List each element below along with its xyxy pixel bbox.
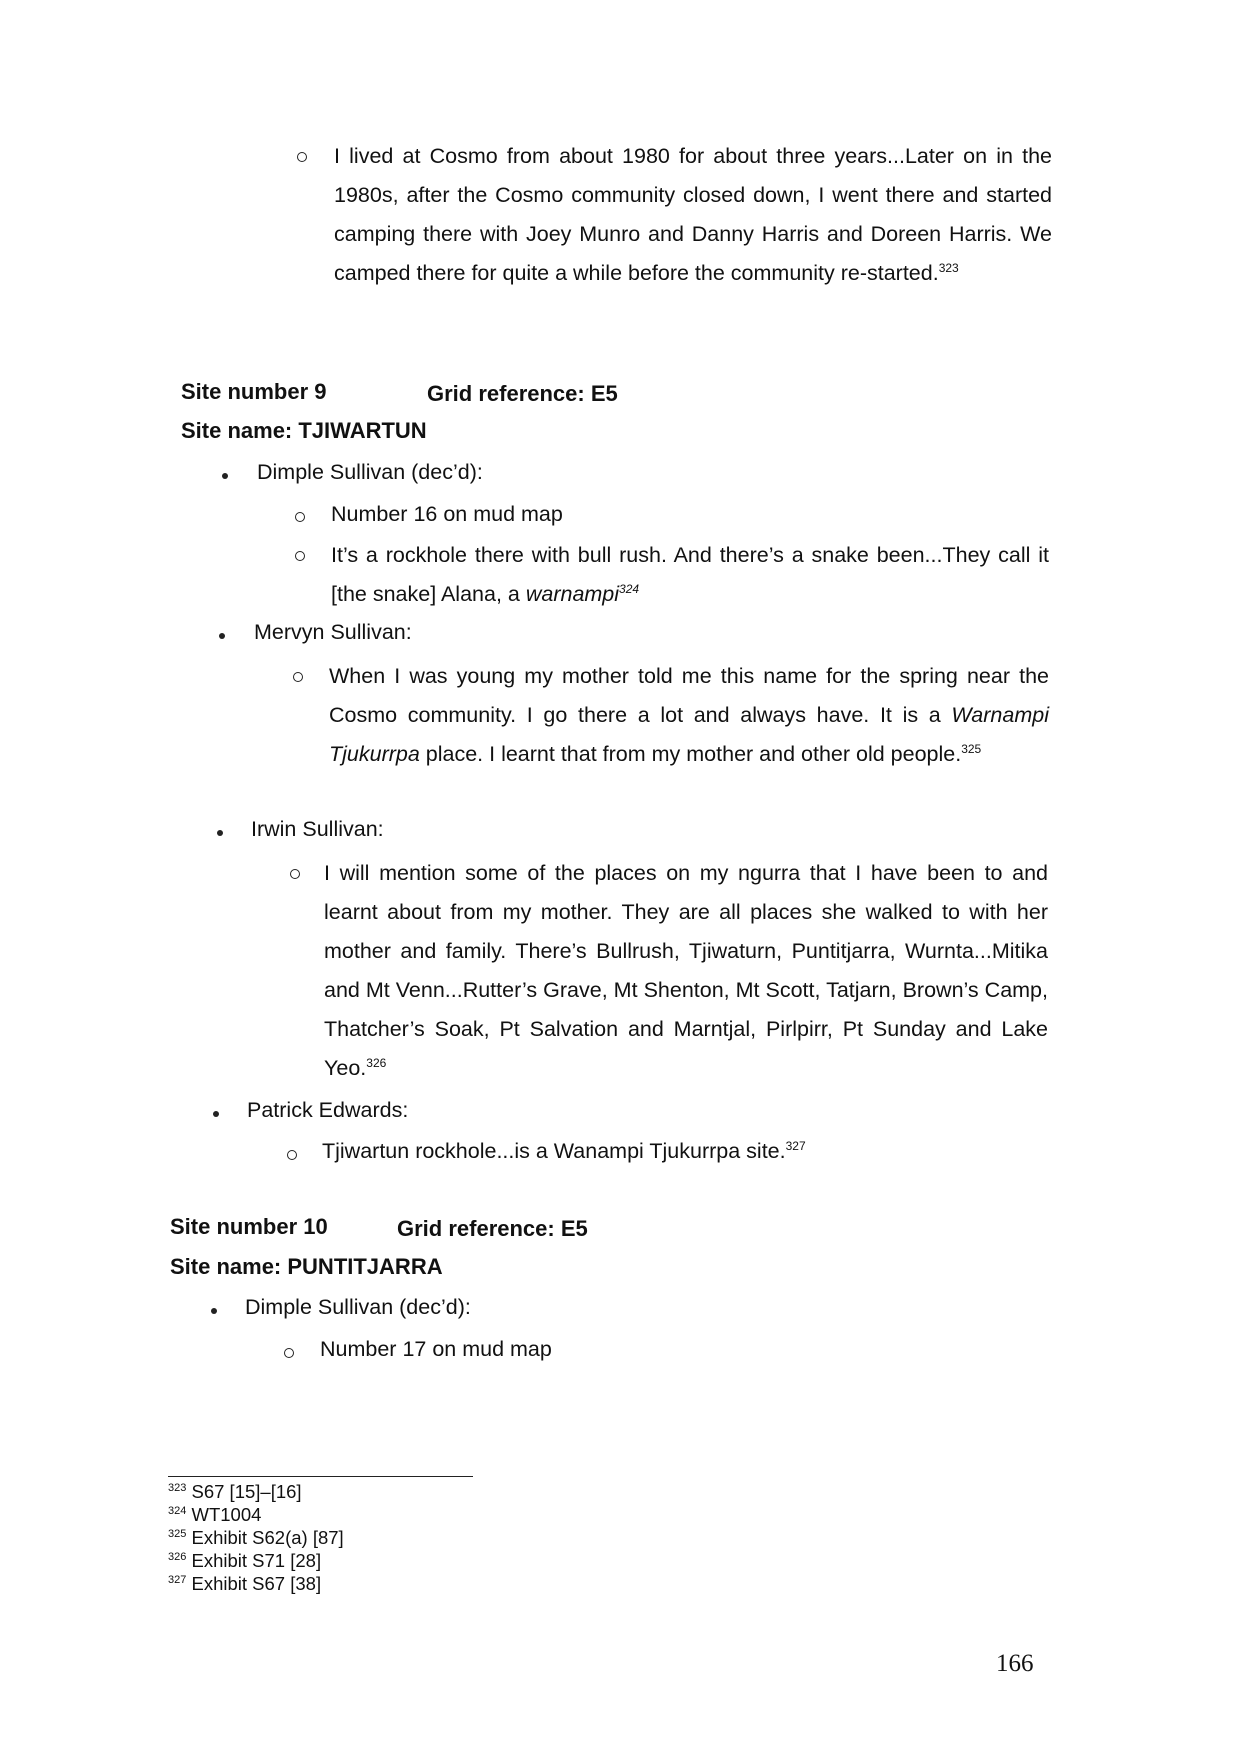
site-number: Site number 10 <box>170 1214 328 1239</box>
footnote: $^{327}$ Exhibit S67 [38] <box>168 1573 322 1594</box>
statement: I will mention some of the places on my ngurra that I have been to and learnt about from my mother. They are all places she walked to with her mother and family. There’s Bullrush, Tjiwaturn, Puntitjarra, Wurnta...Mitika and Mt Venn...Rutter’s Grave, Mt Shenton, Mt Scott, Tatjarn, Brown’s Camp, Thatcher’s Soak, Pt Salvation and Marntjal, Pirlpirr, Pt Sunday and Lake Yeo.$^{326}$ <box>324 861 1048 1080</box>
site-name: Site name: PUNTITJARRA <box>170 1254 443 1279</box>
grid-reference: Grid reference: E5 <box>427 381 618 406</box>
statement: Number 16 on mud map <box>331 502 563 526</box>
footnote-ref: 323 <box>938 260 959 275</box>
footnote-separator <box>168 1476 473 1477</box>
informant-name: Dimple Sullivan (dec’d): <box>257 460 483 484</box>
sub-bullet-icon <box>297 152 307 162</box>
bullet-icon <box>211 1308 217 1314</box>
page-number: 166 <box>996 1650 1034 1677</box>
site-number: Site number 9 <box>181 379 327 404</box>
bullet-icon <box>213 1111 219 1117</box>
sub-bullet-icon <box>295 551 305 561</box>
bullet-icon <box>219 633 225 639</box>
sub-bullet-icon <box>293 672 303 682</box>
footnote: $^{326}$ Exhibit S71 [28] <box>168 1550 322 1571</box>
site-name: Site name: TJIWARTUN <box>181 418 427 443</box>
footnote: $^{324}$ WT1004 <box>168 1504 262 1525</box>
sub-bullet-icon <box>290 869 300 879</box>
sub-bullet-icon <box>287 1150 297 1160</box>
bullet-icon <box>217 830 223 836</box>
footnote: $^{323}$ S67 [15]–[16] <box>168 1481 302 1502</box>
footnote: $^{325}$ Exhibit S62(a) [87] <box>168 1527 344 1548</box>
statement: Number 17 on mud map <box>320 1337 552 1361</box>
informant-name: Mervyn Sullivan: <box>254 620 412 644</box>
statement: It’s a rockhole there with bull rush. And there’s a snake been...They call it [the snake] Alana, a warnampi$^{324}$ <box>331 543 1049 606</box>
informant-name: Irwin Sullivan: <box>251 817 384 841</box>
statement: When I was young my mother told me this name for the spring near the Cosmo community. I go there a lot and always have. It is a Warnampi Tjukurrpa place. I learnt that from my mother and other old people.$^{325}$ <box>329 664 1049 766</box>
footnote-ref: 325 <box>961 741 982 756</box>
informant-name: Dimple Sullivan (dec’d): <box>245 1295 471 1319</box>
footnote-ref: 324 <box>619 581 640 596</box>
sub-bullet-icon <box>295 512 305 522</box>
bullet-icon <box>222 473 228 479</box>
intro-quote: I lived at Cosmo from about 1980 for about three years...Later on in the 1980s, after the Cosmo community closed down, I went there and started camping there with Joey Munro and Danny Harris and Doreen Harris. We camped there for quite a while before the community re-started.$^{323}$ <box>334 144 1052 285</box>
statement: Tjiwartun rockhole...is a Wanampi Tjukurrpa site.$^{327}$ <box>322 1138 806 1163</box>
sub-bullet-icon <box>284 1348 294 1358</box>
grid-reference: Grid reference: E5 <box>397 1216 588 1241</box>
footnote-ref: 326 <box>366 1055 387 1070</box>
footnote-ref: 327 <box>785 1138 806 1153</box>
informant-name: Patrick Edwards: <box>247 1098 409 1122</box>
